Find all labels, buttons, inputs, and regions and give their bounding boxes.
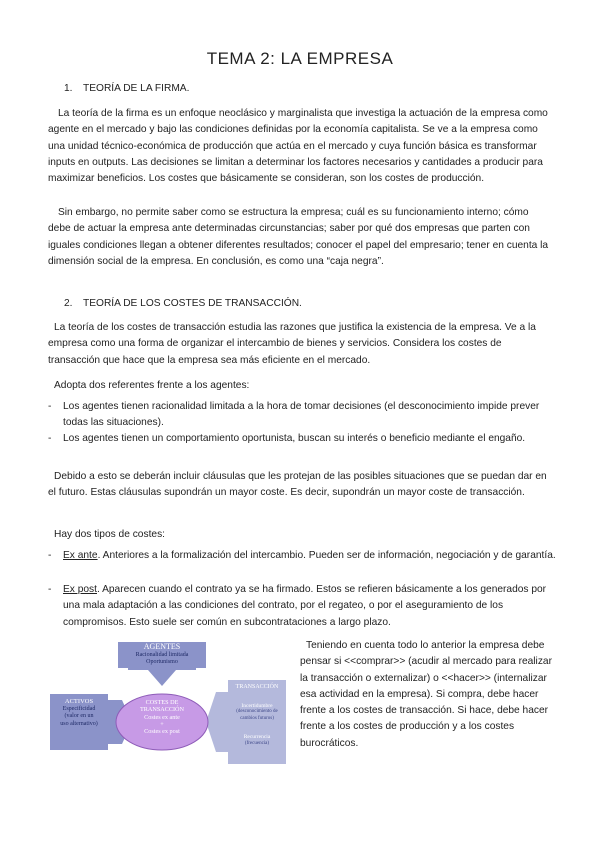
section-number-1: 1.: [64, 83, 73, 94]
agentes-arrow: [128, 668, 196, 686]
bullet-dash: -: [48, 550, 52, 561]
agentes-title: AGENTES: [143, 642, 181, 651]
agent-bullet-text-2: Los agentes tienen un comportamiento oportunista, buscan su interés o beneficio mediante el engaño.: [63, 433, 526, 444]
activos-line1: Especificidad: [62, 705, 96, 712]
transaccion-line3: cambios futuros): [240, 715, 274, 721]
term-ex-post: Ex post: [63, 584, 97, 595]
transaccion-line4: Recurrencia: [243, 734, 271, 740]
agent-bullet-text-1: Los agentes tienen racionalidad limitada a la hora de tomar decisiones (el desconocimiento impide prever todas las situaciones).: [63, 401, 540, 429]
section-title-1: TEORÍA DE LA FIRMA.: [83, 83, 190, 94]
transaccion-title: TRANSACCIÓN: [235, 684, 279, 690]
agent-bullet-1: [48, 399, 558, 432]
term-ex-ante: Ex ante: [63, 550, 98, 561]
cost-bullet-ex-ante: [48, 548, 558, 564]
costes-line4: +: [160, 720, 164, 728]
costes-line3: Costes ex ante: [144, 713, 180, 721]
agentes-label: [118, 643, 206, 666]
transaccion-line1: Incertidumbre: [241, 702, 273, 709]
transaccion-arrow: [206, 692, 228, 752]
transaccion-label: [228, 684, 286, 747]
costes-line5: Costes ex post: [144, 728, 180, 736]
activos-line3: uso alternativo): [60, 720, 98, 727]
ex-post-description: . Aparecen cuando el contrato ya se ha firmado. Estos se refieren básicamente a los generados por una mala adaptación a las condiciones del contrato, por el regateo, o por el aseguramiento de los compromisos. Esto suele ser común en subcontrataciones a largo plazo.: [63, 584, 547, 628]
ex-ante-description: . Anteriores a la formalización del intercambio. Pueden ser de información, negociación y de garantía.: [97, 550, 556, 561]
bullet-dash: -: [48, 401, 52, 412]
transaction-costs-diagram: [48, 640, 288, 766]
paragraph-make-or-buy: Teniendo en cuenta todo lo anterior la empresa debe pensar si <<comprar>> (acudir al mercado para realizar la transacción o externalizar) o <<hacer>> (internalizar esa actividad en la empresa). Si compra, debe hacer frente a los costes de transacción. Si hace, debe hacer frente a los costes de producción y a los costes burocráticos.: [300, 640, 552, 749]
section-title-2: TEORÍA DE LOS COSTES DE TRANSACCIÓN.: [83, 298, 302, 309]
agentes-line1: Racionalidad limitada: [135, 651, 189, 658]
transaccion-line5: (frecuencia): [244, 740, 270, 746]
agent-bullet-2: [48, 431, 558, 447]
activos-label: [50, 698, 108, 728]
bullet-dash: -: [48, 584, 52, 595]
transaccion-line2: (desconocimiento de: [236, 709, 278, 714]
paragraph-firm-theory: La teoría de la firma es un enfoque neoclásico y marginalista que investiga la actuación de la empresa como agente en el mercado y bajo las condiciones definidas por la economía capitalista. Se ve a la empresa como una unidad técnico-económica de producción que actúa en el mercado y cuya función básica es transformar inputs en outputs. Las decisiones se limitan a determinar los factores necesarios y cantidades a producir para maximizar beneficios. Los costes que básicamente se consideran, son los costes de producción.: [48, 108, 548, 185]
section-heading-2: [64, 298, 302, 309]
paragraph-cost-types-intro: Hay dos tipos de costes:: [54, 529, 165, 540]
paragraph-agents-intro: Adopta dos referentes frente a los agentes:: [54, 380, 250, 391]
paragraph-clauses: Debido a esto se deberán incluir cláusulas que les protejan de las posibles situaciones que se puedan dar en el futuro. Estas cláusulas supondrán un mayor coste. Es decir, supondrán un mayor coste de transacción.: [48, 471, 547, 499]
costes-line1: COSTES DE: [145, 699, 179, 706]
agentes-line2: Oportunismo: [146, 658, 178, 665]
costes-line2: TRANSACCIÓN: [139, 706, 184, 714]
cost-bullet-ex-post: [48, 582, 558, 631]
paragraph-black-box: Sin embargo, no permite saber como se estructura la empresa; cuál es su funcionamiento interno; cómo debe de actuar la empresa ante determinadas circunstancias; saber por qué dos empresas que parten con iguales condiciones llegan a obtener diferentes resultados; conocer el papel del empresario; tener en cuenta la dimensión social de la empresa. En conclusión, es como una “caja negra”.: [48, 207, 549, 267]
section-heading-1: [64, 83, 189, 94]
costes-label: [120, 699, 204, 735]
page-title: TEMA 2: LA EMPRESA: [206, 49, 394, 68]
activos-title: ACTIVOS: [64, 698, 94, 705]
paragraph-transaction-theory: La teoría de los costes de transacción estudia las razones que justifica la existencia de la empresa. Ve a la empresa como una forma de organizar el intercambio de bienes y servicios. Considera los costes de transacción que hace que la empresa sea más eficiente en el mercado.: [48, 322, 536, 366]
activos-line2: (valor en un: [64, 713, 94, 719]
bullet-dash: -: [48, 433, 52, 444]
section-number-2: 2.: [64, 298, 73, 309]
